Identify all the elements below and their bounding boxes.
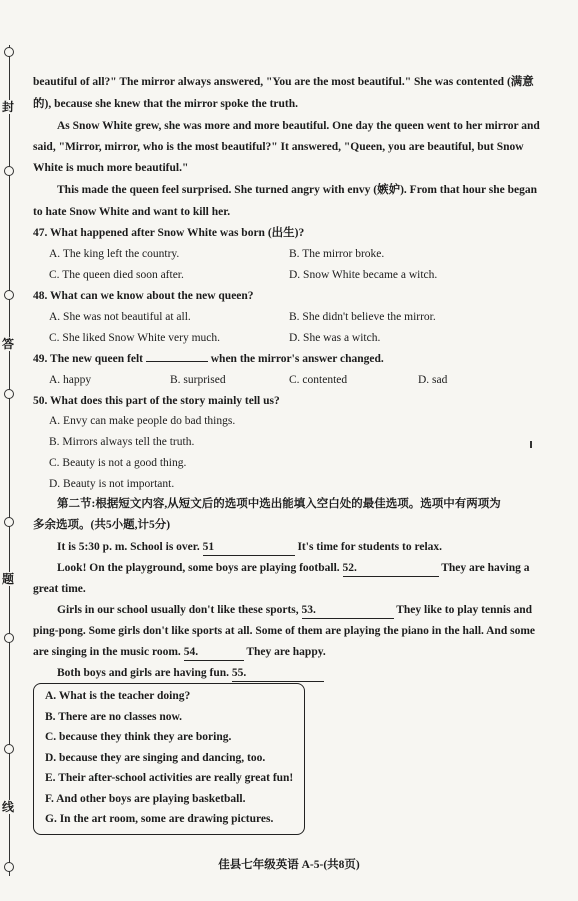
cloze-line bbox=[57, 603, 532, 619]
cloze-line bbox=[57, 666, 324, 682]
passage-line: This made the queen feel surprised. She turned angry with envy (嫉妒). From that hour she began bbox=[57, 184, 538, 196]
binding-hole bbox=[4, 47, 14, 57]
box-option-e: E. Their after-school activities are really great fun! bbox=[45, 772, 294, 784]
box-option-c: C. because they think they are boring. bbox=[45, 731, 232, 743]
pen-mark bbox=[530, 441, 532, 448]
blank-number: 54. bbox=[183, 646, 199, 658]
passage-line: White is much more beautiful." bbox=[33, 162, 189, 174]
cloze-line bbox=[57, 540, 442, 556]
binding-hole bbox=[4, 290, 14, 300]
binding-hole bbox=[4, 517, 14, 527]
binding-hole bbox=[4, 744, 14, 754]
cloze-line bbox=[33, 645, 326, 661]
box-option-b: B. There are no classes now. bbox=[45, 711, 183, 723]
cloze-text: They are having a bbox=[441, 562, 530, 574]
passage-line: beautiful of all?" The mirror always answered, "You are the most beautiful." She was contented (满意 bbox=[33, 76, 534, 88]
question-50-option-b: B. Mirrors always tell the truth. bbox=[49, 436, 195, 448]
cloze-line: great time. bbox=[33, 583, 86, 595]
passage-line: As Snow White grew, she was more and more beautiful. One day the queen went to her mirror and bbox=[57, 120, 540, 132]
question-50-stem: 50. What does this part of the story mainly tell us? bbox=[33, 395, 280, 407]
binding-label: 线 bbox=[2, 800, 15, 814]
page-footer: 佳县七年级英语 A-5-(共8页) bbox=[218, 859, 360, 871]
box-option-f: F. And other boys are playing basketball. bbox=[45, 793, 246, 805]
question-47-option-b: B. The mirror broke. bbox=[289, 248, 385, 260]
question-49-stem bbox=[33, 352, 384, 367]
cloze-text: Girls in our school usually don't like these sports, bbox=[57, 604, 299, 616]
question-49-option-b: B. surprised bbox=[170, 374, 226, 386]
answer-blank-55[interactable] bbox=[232, 666, 324, 682]
options-box bbox=[33, 683, 305, 835]
blank-number: 53. bbox=[301, 604, 316, 616]
question-50-option-c: C. Beauty is not a good thing. bbox=[49, 457, 187, 469]
question-48-option-c: C. She liked Snow White very much. bbox=[49, 332, 220, 344]
passage-line: 的), because she knew that the mirror spoke the truth. bbox=[33, 98, 299, 110]
passage-line: to hate Snow White and want to kill her. bbox=[33, 206, 231, 218]
cloze-text: are singing in the music room. bbox=[33, 646, 181, 658]
cloze-line: ping-pong. Some girls don't like sports at all. Some of them are playing the piano in the hall. And some bbox=[33, 625, 536, 637]
question-49-option-a: A. happy bbox=[49, 374, 92, 386]
section-2-instruction: 多余选项。(共5小题,计5分) bbox=[33, 519, 171, 531]
question-50-option-a: A. Envy can make people do bad things. bbox=[49, 415, 236, 427]
question-47-stem: 47. What happened after Snow White was born (出生)? bbox=[33, 227, 305, 239]
cloze-text: They are happy. bbox=[246, 646, 326, 658]
binding-label: 答 bbox=[2, 337, 15, 351]
question-49-stem-before: 49. The new queen felt bbox=[33, 353, 143, 365]
question-50-option-d: D. Beauty is not important. bbox=[49, 478, 175, 490]
question-49-stem-after: when the mirror's answer changed. bbox=[210, 353, 384, 365]
answer-blank-51[interactable] bbox=[203, 540, 295, 556]
question-49-option-d: D. sad bbox=[418, 374, 448, 386]
blank-number: 51 bbox=[202, 541, 215, 553]
section-2-instruction: 第二节:根据短文内容,从短文后的选项中选出能填入空白处的最佳选项。选项中有两项为 bbox=[57, 498, 501, 510]
question-47-option-d: D. Snow White became a witch. bbox=[289, 269, 438, 281]
question-48-stem: 48. What can we know about the new queen? bbox=[33, 290, 254, 302]
question-47-option-c: C. The queen died soon after. bbox=[49, 269, 184, 281]
question-47-option-a: A. The king left the country. bbox=[49, 248, 180, 260]
passage-line: said, "Mirror, mirror, who is the most beautiful?" It answered, "Queen, you are beautiful, but Snow bbox=[33, 141, 524, 153]
binding-label: 封 bbox=[2, 100, 15, 114]
cloze-text: Both boys and girls are having fun. bbox=[57, 667, 230, 679]
binding-hole bbox=[4, 389, 14, 399]
blank-number: 52. bbox=[342, 562, 357, 574]
question-48-option-d: D. She was a witch. bbox=[289, 332, 381, 344]
binding-label: 题 bbox=[2, 572, 15, 586]
box-option-g: G. In the art room, some are drawing pictures. bbox=[45, 813, 274, 825]
binding-hole bbox=[4, 633, 14, 643]
answer-blank-53[interactable] bbox=[302, 603, 394, 619]
answer-blank-52[interactable] bbox=[343, 561, 439, 577]
cloze-text: They like to play tennis and bbox=[396, 604, 532, 616]
question-49-option-c: C. contented bbox=[289, 374, 348, 386]
cloze-text: It's time for students to relax. bbox=[297, 541, 443, 553]
blank-number: 55. bbox=[231, 667, 247, 679]
answer-blank[interactable] bbox=[146, 361, 208, 362]
binding-hole bbox=[4, 166, 14, 176]
cloze-text: Look! On the playground, some boys are playing football. bbox=[57, 562, 340, 574]
answer-blank-54[interactable] bbox=[184, 645, 244, 661]
box-option-a: A. What is the teacher doing? bbox=[45, 690, 191, 702]
cloze-text: It is 5:30 p. m. School is over. bbox=[57, 541, 200, 553]
question-48-option-b: B. She didn't believe the mirror. bbox=[289, 311, 436, 323]
question-48-option-a: A. She was not beautiful at all. bbox=[49, 311, 191, 323]
cloze-line bbox=[57, 561, 530, 577]
box-option-d: D. because they are singing and dancing, too. bbox=[45, 752, 266, 764]
